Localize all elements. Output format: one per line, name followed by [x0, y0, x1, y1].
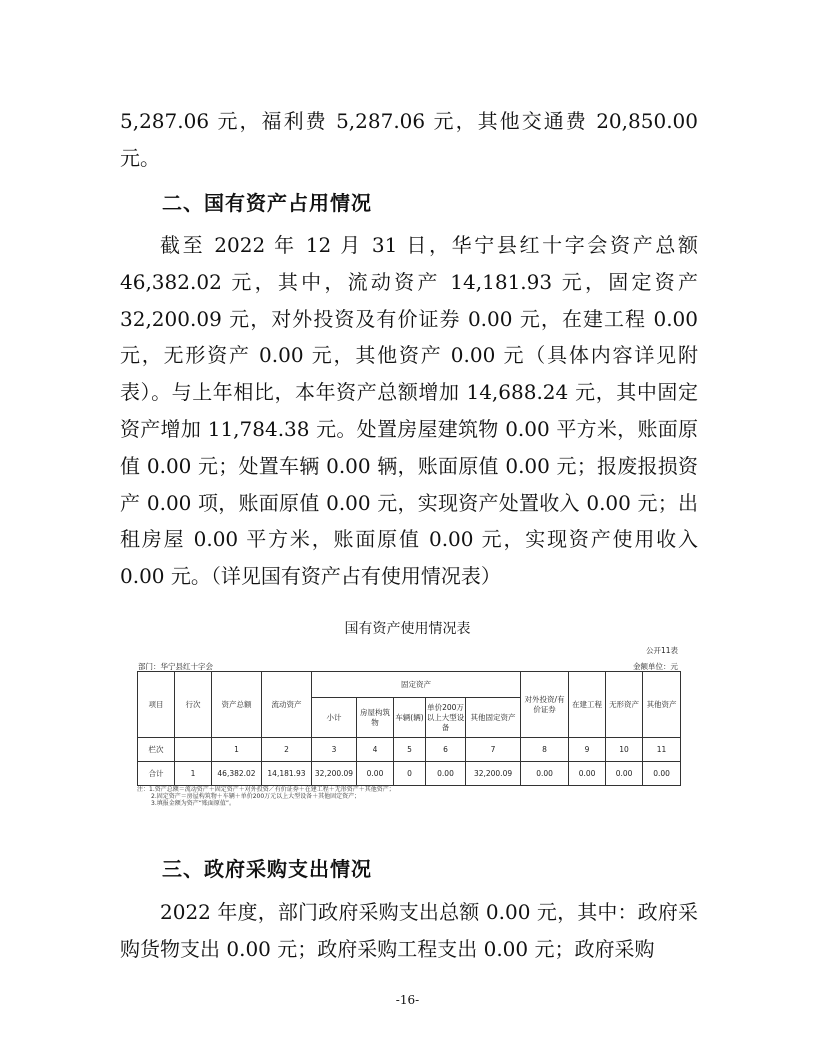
table-notes	[137, 786, 395, 807]
col-number: 7	[466, 738, 521, 762]
total-row-label: 合计	[138, 762, 175, 786]
header-fixed: 固定资产	[312, 672, 521, 698]
header-current: 流动资产	[262, 672, 312, 738]
asset-table	[137, 671, 681, 786]
total-cell: 0.00	[606, 762, 643, 786]
table-note: 注：1.资产总额＝流动资产＋固定资产＋对外投资／有价证券＋在建工程＋无形资产＋其他资产；	[137, 786, 395, 793]
header-other-fixed: 其他固定资产	[466, 698, 521, 738]
table-unit: 金额单位：元	[633, 662, 678, 671]
header-investment: 对外投资/有价证券	[521, 672, 569, 738]
table-title: 国有资产使用情况表	[344, 621, 471, 637]
table-note: 3.填报金额为资产“账面原值”。	[151, 800, 235, 807]
col-row-label: 栏次	[138, 738, 175, 762]
col-number: 5	[394, 738, 426, 762]
header-vehicle: 车辆(辆)	[394, 698, 426, 738]
total-cell: 46,382.02	[212, 762, 262, 786]
header-total: 资产总额	[212, 672, 262, 738]
col-number: 3	[312, 738, 357, 762]
header-building: 房屋构筑物	[357, 698, 394, 738]
total-cell: 0.00	[357, 762, 394, 786]
total-cell: 0.00	[521, 762, 569, 786]
section-heading-procurement: 三、政府采购支出情况	[162, 857, 372, 881]
col-number: 10	[606, 738, 643, 762]
total-cell: 32,200.09	[312, 762, 357, 786]
header-item: 项目	[138, 672, 175, 738]
total-row-no: 1	[175, 762, 212, 786]
header-other: 其他资产	[643, 672, 681, 738]
col-number: 11	[643, 738, 681, 762]
paragraph-procurement: 2022 年度，部门政府采购支出总额 0.00 元，其中：政府采购货物支出 0.00 元；政府采购工程支出 0.00 元；政府采购	[120, 900, 698, 961]
total-cell: 0.00	[643, 762, 681, 786]
header-subtotal: 小计	[312, 698, 357, 738]
table-code: 公开11表	[645, 646, 678, 655]
page-number: -16-	[395, 993, 420, 1007]
total-cell: 0	[394, 762, 426, 786]
header-intangible: 无形资产	[606, 672, 643, 738]
col-number: 4	[357, 738, 394, 762]
col-number: 8	[521, 738, 569, 762]
total-cell: 32,200.09	[466, 762, 521, 786]
paragraph-expenses: 5,287.06 元，福利费 5,287.06 元，其他交通费 20,850.00 元。	[120, 109, 698, 170]
paragraph-assets: 截至 2022 年 12 月 31 日，华宁县红十字会资产总额 46,382.02 元，其中，流动资产 14,181.93 元，固定资产 32,200.09 元，对外投资及有价证券 0.00 元，在建工程 0.00 元，无形资产 0.00 元，其他资产 0.00 元（具体内容详见附表）。与上年相比，本年资产总额增加 14,688.24 元，其中固定资产增加 11,784.38 元。处置房屋建筑物 0.00 平方米，账面原值 0.00 元；处置车辆 0.00 辆，账面原值 0.00 元；报废报损资产 0.00 项，账面原值 0.00 元，实现资产处置收入 0.00 元；出租房屋 0.00 平方米，账面原值 0.00 元，实现资产使用收入 0.00 元。（详见国有资产占有使用情况表）	[120, 233, 698, 589]
header-equipment: 单价200万以上大型设备	[426, 698, 466, 738]
total-cell: 0.00	[569, 762, 606, 786]
col-number: 6	[426, 738, 466, 762]
section-heading-assets: 二、国有资产占用情况	[162, 191, 372, 215]
col-number: 2	[262, 738, 312, 762]
table-note: 2.固定资产＝房屋构筑物＋车辆＋单价200万元以上大型设备＋其他固定资产；	[151, 793, 361, 800]
total-cell: 14,181.93	[262, 762, 312, 786]
total-cell: 0.00	[426, 762, 466, 786]
header-construction: 在建工程	[569, 672, 606, 738]
header-row-no: 行次	[175, 672, 212, 738]
col-number: 1	[212, 738, 262, 762]
col-row-blank	[175, 738, 212, 762]
table-dept: 部门：华宁县红十字会	[138, 662, 213, 671]
col-number: 9	[569, 738, 606, 762]
